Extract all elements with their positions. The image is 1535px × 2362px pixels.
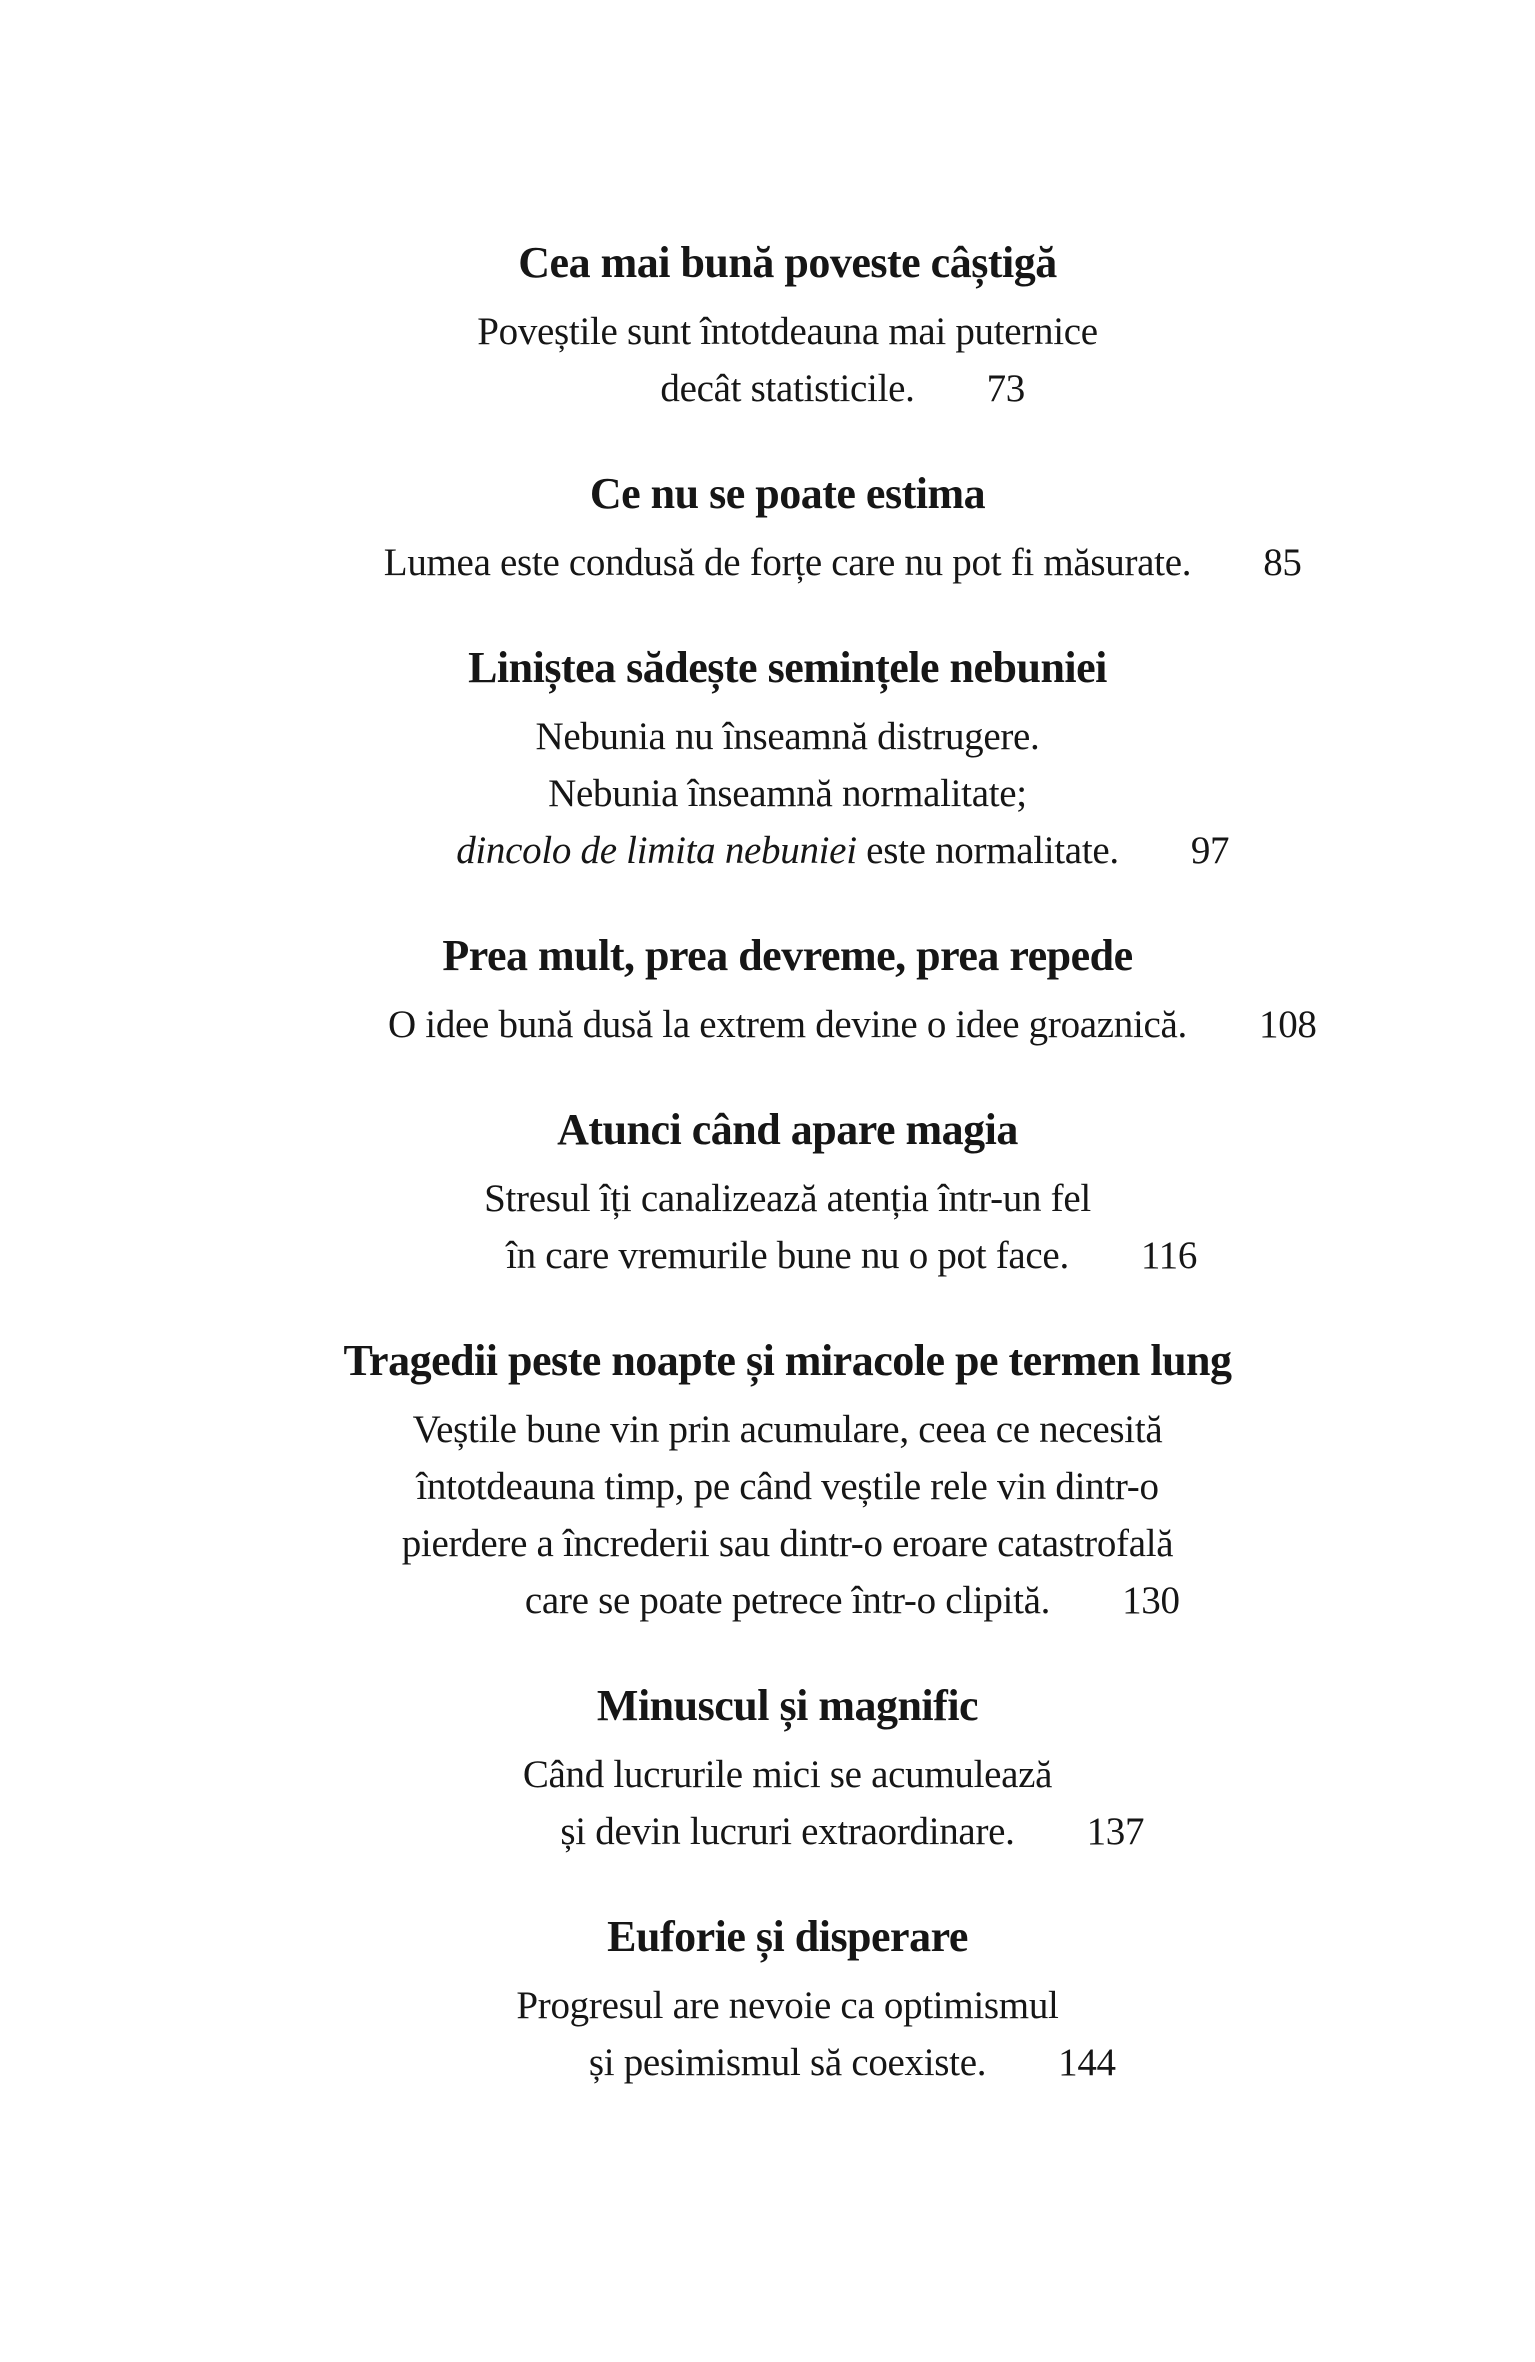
chapter-description — [20, 1977, 1535, 2091]
description-text: Poveștile sunt întotdeauna mai puternice — [477, 310, 1098, 353]
toc-section — [20, 1332, 1535, 1629]
description-line — [20, 708, 1535, 765]
description-line — [20, 822, 1535, 879]
toc-content — [20, 234, 1535, 2091]
description-text: și devin lucruri extraordinare. — [560, 1810, 1015, 1853]
chapter-title: Minuscul și magnific — [596, 1681, 979, 1730]
description-line — [20, 303, 1535, 360]
page-number: 97 — [1190, 829, 1230, 872]
description-text: decât statisticile. — [660, 367, 915, 410]
page-number: 73 — [986, 367, 1025, 410]
chapter-description — [20, 708, 1535, 879]
chapter-title: Atunci când apare magia — [557, 1105, 1018, 1154]
description-line — [20, 1458, 1535, 1515]
page-number: 116 — [1140, 1234, 1198, 1277]
page-number: 137 — [1086, 1810, 1145, 1853]
chapter-description — [20, 1401, 1535, 1629]
description-line — [20, 765, 1535, 822]
description-text: Progresul are nevoie ca optimismul — [516, 1984, 1059, 2027]
description-line — [20, 1170, 1535, 1227]
description-line — [20, 1803, 1535, 1860]
description-line — [20, 1746, 1535, 1803]
description-text: Nebunia nu înseamnă distrugere. — [535, 715, 1040, 758]
chapter-title: Tragedii peste noapte și miracole pe termen lung — [343, 1336, 1232, 1385]
toc-section — [20, 465, 1535, 591]
description-line — [20, 1401, 1535, 1458]
chapter-title: Euforie și disperare — [607, 1912, 968, 1961]
chapter-description — [20, 996, 1535, 1053]
description-text: în care vremurile bune nu o pot face. — [506, 1234, 1069, 1277]
description-text: și pesimismul să coexiste. — [588, 2041, 987, 2084]
description-line — [20, 1227, 1535, 1284]
description-line — [20, 1572, 1535, 1629]
description-text: întotdeauna timp, pe când veștile rele vin dintr-o — [416, 1465, 1159, 1508]
description-line — [20, 534, 1535, 591]
page-number: 130 — [1122, 1579, 1180, 1622]
chapter-title: Ce nu se poate estima — [589, 469, 986, 518]
description-text: Nebunia înseamnă normalitate; — [548, 772, 1027, 815]
toc-section — [20, 1677, 1535, 1860]
description-line — [20, 360, 1535, 417]
description-text: este normalitate. — [856, 829, 1119, 872]
page-number: 85 — [1263, 541, 1302, 584]
toc-section — [20, 927, 1535, 1053]
chapter-description — [20, 1170, 1535, 1284]
chapter-title: Liniștea sădește semințele nebuniei — [468, 643, 1107, 692]
description-text: Veștile bune vin prin acumulare, ceea ce necesită — [412, 1408, 1163, 1451]
chapter-title: Cea mai bună poveste câștigă — [518, 238, 1057, 287]
toc-section — [20, 639, 1535, 879]
description-text: Când lucrurile mici se acumulează — [522, 1753, 1053, 1796]
chapter-description — [20, 534, 1535, 591]
description-line — [20, 996, 1535, 1053]
description-line — [20, 2034, 1535, 2091]
page-number: 108 — [1259, 1003, 1317, 1046]
description-text: care se poate petrece într-o clipită. — [524, 1579, 1051, 1622]
toc-section — [20, 234, 1535, 417]
toc-section — [20, 1908, 1535, 2091]
description-text-italic: dincolo de limita nebuniei — [456, 829, 857, 872]
chapter-description — [20, 303, 1535, 417]
description-line — [20, 1515, 1535, 1572]
chapter-title: Prea mult, prea devreme, prea repede — [442, 931, 1133, 980]
description-text: O idee bună dusă la extrem devine o idee groaznică. — [387, 1003, 1188, 1046]
description-text: Lumea este condusă de forțe care nu pot fi măsurate. — [383, 541, 1192, 584]
page-number: 144 — [1058, 2041, 1116, 2084]
chapter-description — [20, 1746, 1535, 1860]
description-text: Stresul îți canalizează atenția într-un fel — [484, 1177, 1091, 1220]
toc-section — [20, 1101, 1535, 1284]
description-text: pierdere a încrederii sau dintr-o eroare catastrofală — [401, 1522, 1174, 1565]
description-line — [20, 1977, 1535, 2034]
